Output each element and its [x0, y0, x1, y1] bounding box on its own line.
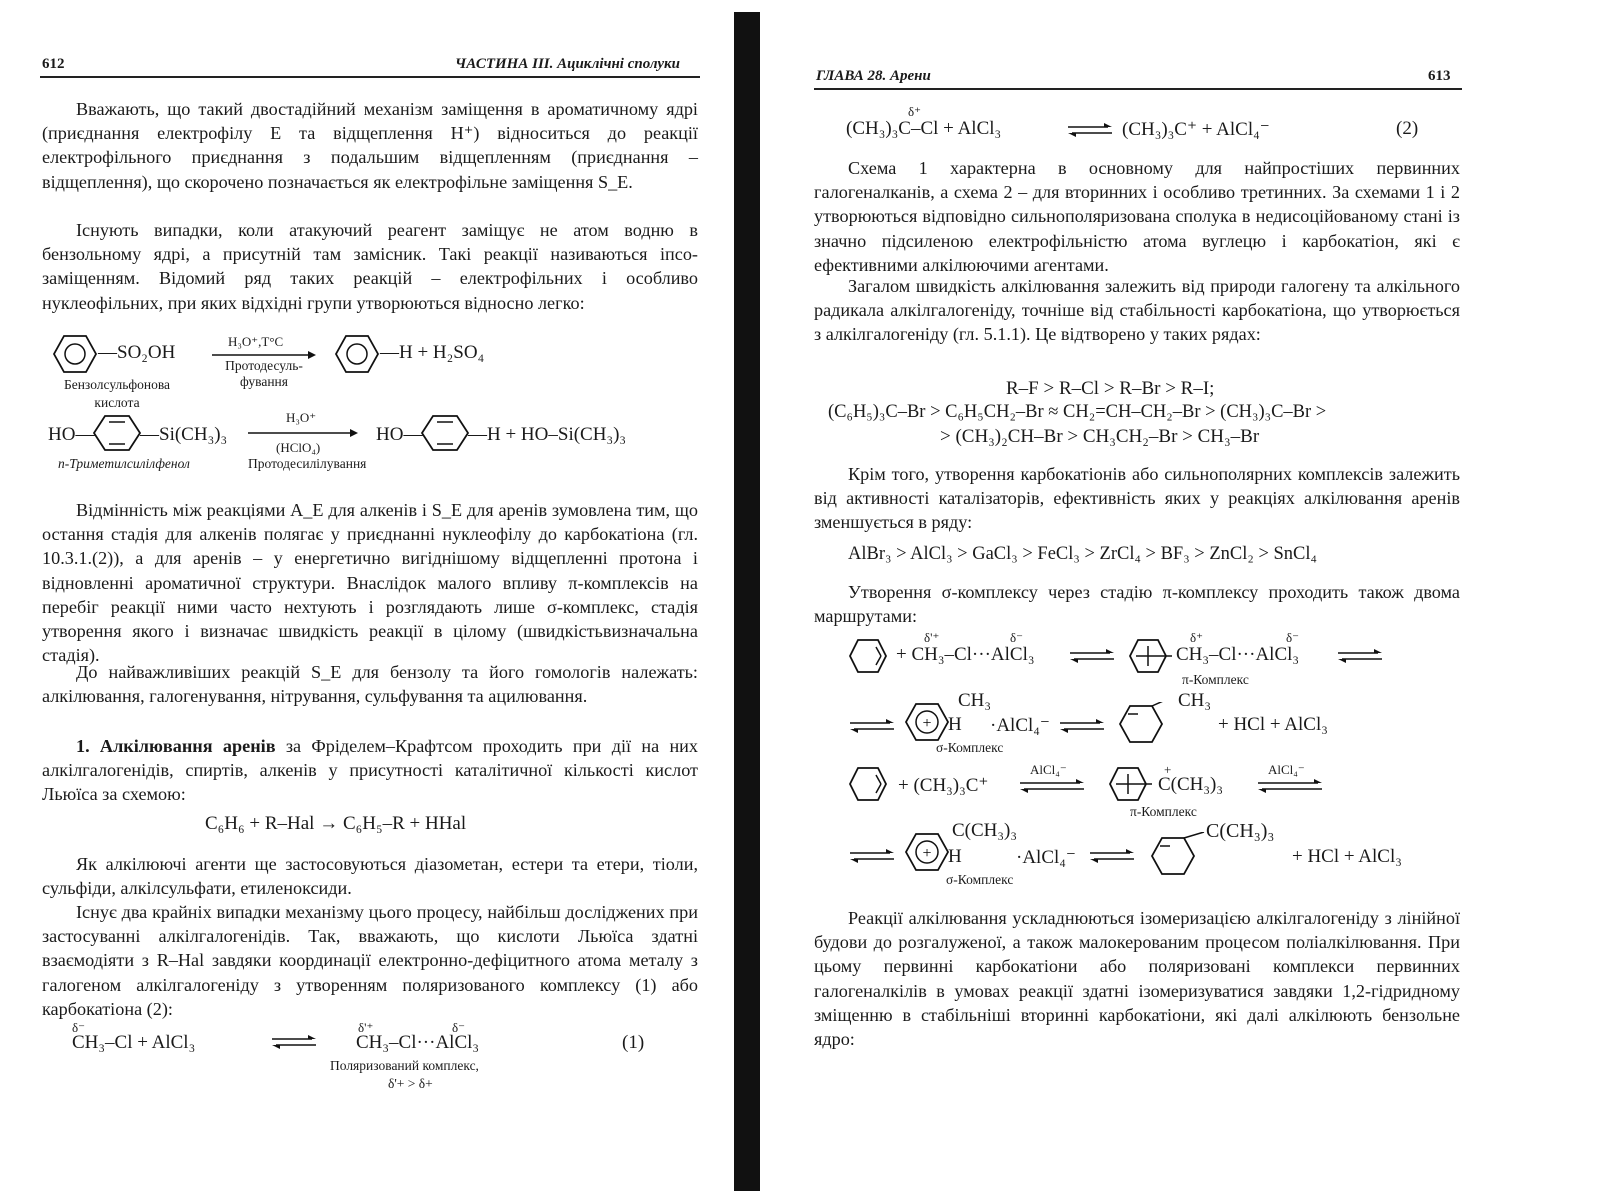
paragraph	[42, 734, 698, 807]
scheme2-byproducts: + HCl + AlCl₃	[1218, 714, 1328, 735]
benzene-ring-icon	[334, 334, 380, 374]
benzene-ring-icon	[848, 638, 888, 674]
catalyst-label: AlCl₄⁻	[1268, 762, 1305, 777]
reaction2-catalyst: (HClO₄)	[276, 440, 321, 455]
paragraph: Існують випадки, коли атакуючий реагент заміщує не атом водню в бензольному ядрі, а присутній там замісник. Такі реакції називаються іпсо-заміщенням. Відомий ряд таких реакцій – електрофільних і особливо нуклеофільних, при яких відхідні групи утворюються відносно легко:	[42, 220, 698, 313]
equilibrium-arrow-icon	[1258, 778, 1322, 794]
methyl-group: CH₃	[1178, 690, 1212, 711]
equilibrium-arrow-icon	[1068, 122, 1112, 138]
sigma-complex-ring-icon	[904, 832, 950, 872]
sigma-complex-ring-icon	[904, 702, 950, 742]
reactivity-series: (C₆H₅)₃C–Br > C₆H₅CH₂–Br ≈ CH₂=CH–CH₂–Br > (CH₃)₃C–Br >	[828, 402, 1327, 422]
paragraph: Крім того, утворення карбокатіонів або сильнополярних комплексів залежить від активності каталізаторів, ефективність яких у реакціях алкілювання аренів зменшується в ряду:	[814, 464, 1460, 533]
paragraph: Схема 1 характерна в основному для найпростіших первинних галогеналканів, а схема 2 – для вторинних і особливо третинних. За схемами 1 і 2 утворюються відповідно сильнополяризована сполука в недисоційованому стані із значно підсиленою електрофільністю атома вуглецю і карбокатіон, які є ефективними алкілюючими агентами.	[814, 158, 1460, 275]
complex-caption: σ-Комплекс	[946, 872, 1014, 887]
equation2-products: (CH₃)₃C⁺ + AlCl₄⁻	[1122, 119, 1270, 140]
compound-name-label: п-Триметилсилілфенол	[58, 456, 190, 471]
equation2-reactants: (CH₃)₃C–Cl + AlCl₃	[846, 118, 1002, 139]
equilibrium-arrow-icon	[1090, 848, 1134, 864]
reaction2-reagent: H₃O⁺	[286, 410, 317, 425]
reaction2-products: —H + HO–Si(CH₃)₃	[468, 424, 627, 445]
benzene-ring-icon	[420, 414, 470, 452]
header-rule-right	[814, 88, 1462, 90]
equilibrium-arrow-icon	[1338, 648, 1382, 664]
paragraph: Утворення σ-комплексу через стадію π-комплексу проходить також двома маршрутами:	[814, 582, 1460, 627]
paragraph-text: за Фріделем–Крафтсом проходить при дії на них алкілгалогенідів, спиртів, алкенів у присутності каталітичної кількості кислот Льюїса за схемою:	[42, 736, 698, 805]
partial-charge: δ⁻	[1286, 630, 1299, 645]
section-heading: 1. Алкілювання аренів	[76, 736, 276, 756]
pi-complex-ring-icon	[1108, 766, 1152, 802]
equilibrium-arrow-icon	[1060, 718, 1104, 734]
partial-charge: δ⁻	[452, 1020, 465, 1035]
running-header-left: ЧАСТИНА III. Ациклічні сполуки	[455, 56, 680, 72]
equilibrium-arrow-icon	[1020, 778, 1084, 794]
partial-charge: δ'⁺	[358, 1020, 374, 1035]
reaction-arrow-icon	[248, 428, 358, 438]
equilibrium-arrow-icon	[850, 718, 894, 734]
paragraph: Реакції алкілювання ускладнюються ізомеризацією алкілгалогеніду з лінійної будови до розгалуженої, а також малокерованим процесом поліалкілювання. При цьому первинні карбокатіони або поляризовані комплекси первинних галогеналкілів в умовах реакції здатні ізомеризуватися завдяки 1,2-гідридному зміщенню в стабільніші вторинні карбокатіони, які далі алкілюють бензольне ядро:	[814, 908, 1460, 1050]
reaction1-left-formula: —SO₂OH	[98, 342, 176, 363]
page-number-left: 612	[42, 56, 65, 72]
paragraph: Вважають, що такий двостадійний механізм заміщення в ароматичному ядрі (приєднання електрофілу E та відщеплення H⁺) відноситься до реакції електрофільного приєднання з подальшим відщепленням (приєднання – відщеплення), що скорочено позначається як електрофільне заміщення S_E.	[42, 99, 698, 192]
reactivity-series: > (CH₃)₂CH–Br > CH₃CH₂–Br > CH₃–Br	[940, 426, 1260, 447]
scheme3-pi-complex: C(CH₃)₃	[1158, 774, 1223, 795]
partial-charge: δ'⁺	[924, 630, 940, 645]
left-page	[0, 0, 730, 1191]
paragraph: До найважливіших реакцій S_E для бензолу та його гомологів належать: алкілювання, галогенування, нітрування, сульфування та ацилювання.	[42, 662, 698, 707]
scheme1-pi-complex: CH₃–Cl···AlCl₃	[1176, 644, 1300, 665]
reactivity-series: R–F > R–Cl > R–Br > R–I;	[1006, 378, 1215, 399]
partial-charge: δ⁺	[908, 104, 921, 119]
svg-text:+: +	[922, 845, 932, 862]
equation1-complex: CH₃–Cl···AlCl₃	[356, 1032, 480, 1053]
scheme1-reagent: + CH₃–Cl···AlCl₃	[896, 644, 1035, 665]
hydrogen-atom: H	[948, 714, 962, 735]
complex-caption: δ'+ > δ+	[388, 1076, 433, 1091]
reaction2-process-label: Протодесилілування	[248, 456, 367, 471]
counter-ion: ·AlCl₄⁻	[990, 715, 1050, 736]
reaction1-process-label: Протодесуль-фування	[225, 358, 303, 389]
benzene-ring-icon	[52, 334, 98, 374]
reaction2-substituent: —Si(CH₃)₃	[140, 424, 228, 445]
equation-number: (1)	[622, 1032, 645, 1053]
book-spine	[734, 12, 760, 1191]
methyl-group: CH₃	[958, 690, 992, 711]
compound-name-label: Бензолсульфонова кислота	[63, 377, 171, 410]
equilibrium-arrow-icon	[850, 848, 894, 864]
reaction2-left-group: HO—	[48, 424, 95, 445]
equilibrium-arrow-icon	[1070, 648, 1114, 664]
catalyst-series: AlBr₃ > AlCl₃ > GaCl₃ > FeCl₃ > ZrCl₄ > BF₃ > ZnCl₂ > SnCl₄	[848, 544, 1317, 564]
running-header-right: ГЛАВА 28. Арени	[816, 68, 931, 84]
benzene-ring-icon	[92, 414, 142, 452]
carbocation-charge: +	[1164, 762, 1172, 777]
complex-caption: π-Комплекс	[1182, 672, 1249, 687]
scheme4-byproducts: + HCl + AlCl₃	[1292, 846, 1402, 867]
paragraph: Як алкілюючі агенти ще застосовуються діазометан, естери та етери, тіоли, сульфіди, алкілсульфати, етиленоксиди.	[42, 854, 698, 899]
equation1-reactants: CH₃–Cl + AlCl₃	[72, 1032, 196, 1053]
equation-number: (2)	[1396, 118, 1419, 139]
header-rule-left	[40, 76, 700, 78]
reaction1-conditions: H₃O⁺,T°C	[228, 334, 284, 349]
equilibrium-arrow-icon	[272, 1034, 316, 1050]
friedel-crafts-equation: C₆H₆ + R–Hal → C₆H₅–R + HHal	[205, 813, 467, 834]
scheme3-reagent: + (CH₃)₃C⁺	[898, 775, 989, 796]
partial-charge: δ⁺	[1190, 630, 1203, 645]
paragraph: Відмінність між реакціями A_E для алкенів і S_E для аренів зумовлена тим, що остання стадія для алкенів полягає у приєднанні нуклеофілу до карбокатіона (гл. 10.3.1.(2)), а для аренів – у енергетично вигіднішому відщепленні протона і відновленні ароматичної структури. Внаслідок малого впливу π-комплексів на перебіг реакції ними часто нехтують і розглядають лише σ-комплекс, стадія утворення якого і визначає швидкість реакції в цілому (швидкістьвизначальна стадія).	[42, 500, 698, 666]
tert-butyl-group: C(CH₃)₃	[952, 820, 1017, 841]
catalyst-label: AlCl₄⁻	[1030, 762, 1067, 777]
partial-charge: δ⁻	[72, 1020, 85, 1035]
partial-charge: δ⁻	[1010, 630, 1023, 645]
page-number-right: 613	[1428, 68, 1451, 84]
hydrogen-atom: H	[948, 846, 962, 867]
paragraph: Загалом швидкість алкілювання залежить від природи галогену та алкільного радикала алкілгалогеніду, точніше від стабільності карбокатіона, що утворюється з алкілгалогеніду (гл. 5.1.1). Це відтворено у таких рядах:	[814, 276, 1460, 345]
tert-butyl-group: C(CH₃)₃	[1206, 820, 1275, 842]
complex-caption: π-Комплекс	[1130, 804, 1197, 819]
reaction1-products: —H + H₂SO₄	[380, 342, 485, 363]
right-page	[762, 0, 1600, 1191]
pi-complex-ring-icon	[1128, 638, 1172, 674]
counter-ion: ·AlCl₄⁻	[1016, 847, 1076, 868]
paragraph: Існує два крайніх випадки механізму цього процесу, найбільш досліджених при застосуванні алкілгалогенідів. Так, вважають, що кислоти Льюїса здатні взаємодіяти з R–Hal завдяки координації електронно-дефіцитного атома металу з галогеном алкілгалогеніду з утворенням поляризованого комплексу (1) або карбокатіона (2):	[42, 902, 698, 1019]
complex-caption: σ-Комплекс	[936, 740, 1004, 755]
benzene-ring-icon	[848, 766, 888, 802]
svg-text:+: +	[922, 715, 932, 732]
reaction2-product-group: HO—	[376, 424, 423, 445]
complex-caption: Поляризований комплекс,	[330, 1058, 479, 1073]
